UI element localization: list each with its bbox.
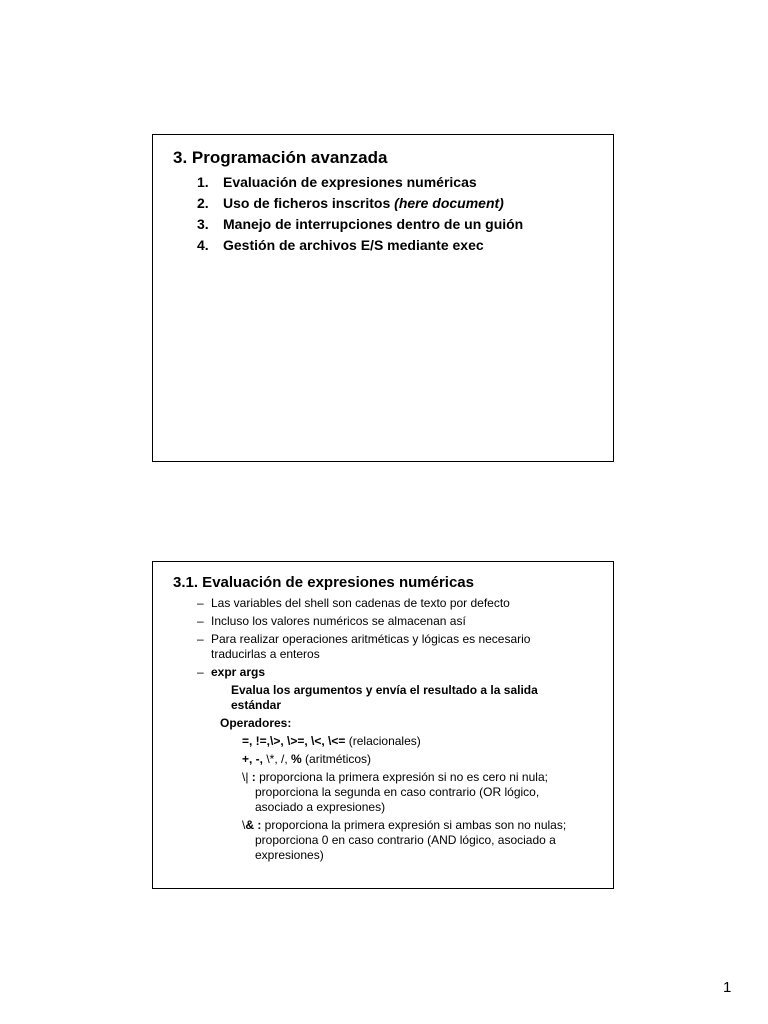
item-number: 3. bbox=[197, 216, 209, 232]
relational-operators bbox=[153, 734, 613, 749]
or-operator bbox=[153, 770, 613, 815]
bullet-text: Para realizar operaciones aritméticas y lógicas es necesario traducirlas a enteros bbox=[211, 632, 531, 661]
outline-item bbox=[197, 235, 523, 256]
bullet-text: Las variables del shell son cadenas de texto por defecto bbox=[211, 596, 510, 610]
item-text: Gestión de archivos E/S mediante exec bbox=[223, 237, 484, 253]
arith-symbols-part-2: \* bbox=[266, 752, 275, 766]
and-operator bbox=[153, 818, 613, 863]
expr-label: expr args bbox=[211, 665, 266, 679]
item-number: 1. bbox=[197, 174, 209, 190]
bullet-item bbox=[153, 632, 613, 662]
dash-marker: – bbox=[197, 665, 204, 679]
slide-2 bbox=[152, 561, 614, 889]
relational-desc: (relacionales) bbox=[345, 734, 421, 748]
bullet-item bbox=[153, 596, 613, 611]
item-number: 4. bbox=[197, 237, 209, 253]
dash-marker: – bbox=[197, 614, 204, 628]
or-desc: proporciona la primera expresión si no es cero ni nula; proporciona la segunda en caso contrario (OR lógico, asociado a expresiones) bbox=[255, 770, 548, 814]
and-symbol-part-1: \ bbox=[242, 818, 246, 832]
and-desc: proporciona la primera expresión si ambas son no nulas; proporciona 0 en caso contrario (AND lógico, asociado a expresiones) bbox=[255, 818, 567, 862]
bullet-text: Incluso los valores numéricos se almacenan así bbox=[211, 614, 466, 628]
arith-symbols-part-1: +, -, bbox=[242, 752, 267, 766]
outline-item bbox=[197, 214, 523, 235]
operators-label: Operadores: bbox=[220, 716, 292, 730]
slide-2-body bbox=[153, 596, 613, 866]
item-text: Uso de ficheros inscritos bbox=[223, 195, 395, 211]
item-text: Evaluación de expresiones numéricas bbox=[223, 174, 477, 190]
arith-symbols-part-3: , /, bbox=[274, 752, 292, 766]
expr-description: Evalua los argumentos y envía el resultado a la salida estándar bbox=[231, 683, 538, 712]
dash-marker: – bbox=[197, 596, 204, 610]
relational-symbols: =, !=,\>, \>=, \<, \<= bbox=[242, 734, 346, 748]
dash-marker: – bbox=[197, 632, 204, 646]
outline-item bbox=[197, 193, 523, 214]
or-symbol-part-2: : bbox=[248, 770, 256, 784]
arithmetic-operators bbox=[153, 752, 613, 767]
outline-item bbox=[197, 172, 523, 193]
slide-2-title: 3.1. Evaluación de expresiones numéricas bbox=[173, 574, 474, 591]
item-text: Manejo de interrupciones dentro de un guión bbox=[223, 216, 524, 232]
slide-1 bbox=[152, 134, 614, 462]
item-emphasis: (here document) bbox=[394, 195, 504, 211]
arith-desc: (aritméticos) bbox=[301, 752, 372, 766]
or-symbol-part-1: \| bbox=[242, 770, 249, 784]
item-number: 2. bbox=[197, 195, 209, 211]
slide-1-outline bbox=[197, 172, 523, 256]
and-symbol-part-2: & : bbox=[245, 818, 262, 832]
slide-1-title: 3. Programación avanzada bbox=[173, 148, 388, 167]
bullet-item bbox=[153, 614, 613, 629]
arith-symbols-part-4: % bbox=[291, 752, 302, 766]
page-number: 1 bbox=[723, 979, 732, 996]
bullet-item-expr bbox=[153, 665, 613, 680]
